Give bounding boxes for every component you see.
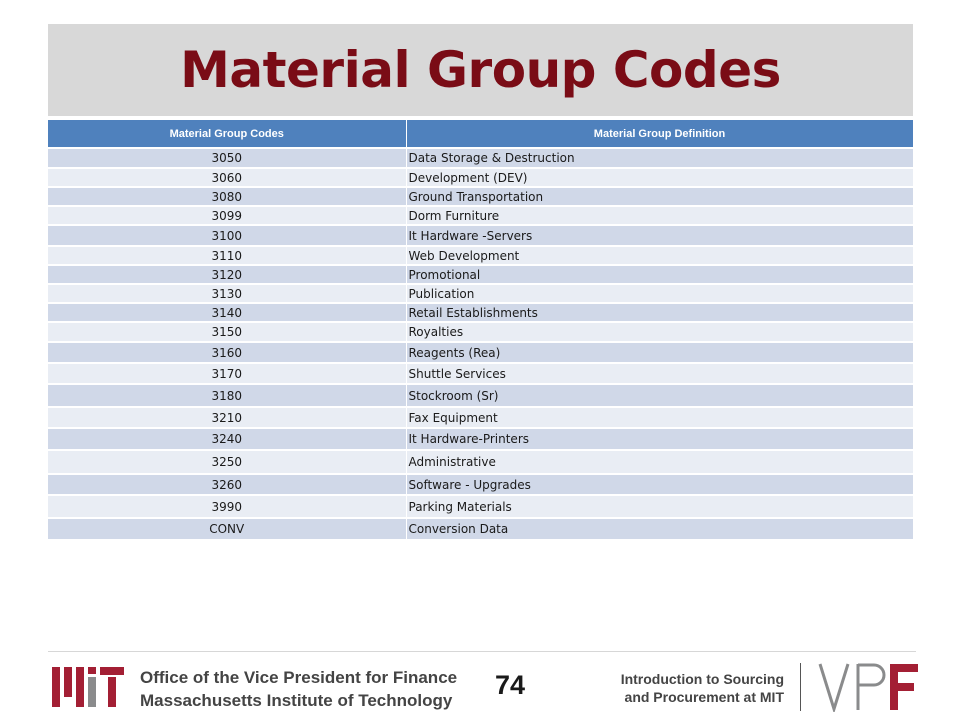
page-title: Material Group Codes	[180, 41, 781, 99]
table-row	[48, 187, 913, 206]
material-group-definition: Software - Upgrades	[406, 474, 913, 495]
material-group-code: 3260	[48, 474, 406, 495]
material-group-code: 3100	[48, 225, 406, 246]
material-group-definition: Retail Establishments	[406, 303, 913, 322]
office-line-1: Office of the Vice President for Finance	[140, 668, 458, 687]
table-row	[48, 495, 913, 518]
material-group-table	[48, 120, 914, 539]
table-row	[48, 265, 913, 284]
material-group-definition: Publication	[406, 284, 913, 303]
material-group-definition: Reagents (Rea)	[406, 342, 913, 363]
material-group-definition: Stockroom (Sr)	[406, 384, 913, 407]
material-group-definition: Fax Equipment	[406, 407, 913, 428]
office-line-2: Massachusetts Institute of Technology	[140, 691, 453, 710]
material-group-code: 3120	[48, 265, 406, 284]
material-group-definition: Administrative	[406, 450, 913, 474]
footer-divider	[48, 651, 916, 652]
material-group-code: 3130	[48, 284, 406, 303]
material-group-definition: Dorm Furniture	[406, 206, 913, 225]
table-row	[48, 428, 913, 450]
table-row	[48, 474, 913, 495]
table-row	[48, 284, 913, 303]
table-row	[48, 363, 913, 384]
material-group-code: 3160	[48, 342, 406, 363]
material-group-definition: It Hardware -Servers	[406, 225, 913, 246]
material-group-code: 3050	[48, 148, 406, 168]
material-group-definition: Royalties	[406, 322, 913, 342]
material-group-definition: Conversion Data	[406, 518, 913, 539]
material-group-code: 3240	[48, 428, 406, 450]
course-line-2: and Procurement at MIT	[624, 689, 784, 705]
material-group-definition: Development (DEV)	[406, 168, 913, 187]
table-row	[48, 148, 913, 168]
table-row	[48, 518, 913, 539]
vpf-logo	[816, 662, 920, 712]
table-row	[48, 246, 913, 265]
material-group-code: 3060	[48, 168, 406, 187]
table-row	[48, 168, 913, 187]
logo-divider	[800, 663, 801, 711]
material-group-definition: Ground Transportation	[406, 187, 913, 206]
material-group-code: 3150	[48, 322, 406, 342]
material-group-definition: Parking Materials	[406, 495, 913, 518]
table-header-row	[48, 120, 913, 148]
material-group-code: 3140	[48, 303, 406, 322]
material-group-code: 3099	[48, 206, 406, 225]
material-group-definition: Promotional	[406, 265, 913, 284]
course-title	[570, 670, 784, 706]
material-group-code: 3250	[48, 450, 406, 474]
material-group-code: 3170	[48, 363, 406, 384]
material-group-code: 3210	[48, 407, 406, 428]
material-group-definition: Web Development	[406, 246, 913, 265]
mit-logo	[52, 667, 124, 707]
material-group-code: 3110	[48, 246, 406, 265]
table-row	[48, 206, 913, 225]
office-name	[140, 666, 457, 712]
material-group-code: 3990	[48, 495, 406, 518]
course-line-1: Introduction to Sourcing	[620, 671, 784, 687]
material-group-definition: Data Storage & Destruction	[406, 148, 913, 168]
table-row	[48, 450, 913, 474]
column-header-definition: Material Group Definition	[406, 120, 913, 148]
material-group-code: 3180	[48, 384, 406, 407]
column-header-code: Material Group Codes	[48, 120, 406, 148]
page-number: 74	[494, 670, 526, 700]
table-row	[48, 322, 913, 342]
material-group-definition: It Hardware-Printers	[406, 428, 913, 450]
title-band	[48, 24, 913, 116]
material-group-code: 3080	[48, 187, 406, 206]
table-row	[48, 342, 913, 363]
material-group-definition: Shuttle Services	[406, 363, 913, 384]
table-row	[48, 303, 913, 322]
table-row	[48, 225, 913, 246]
table-body	[48, 148, 913, 539]
table-row	[48, 407, 913, 428]
table-row	[48, 384, 913, 407]
material-group-code: CONV	[48, 518, 406, 539]
